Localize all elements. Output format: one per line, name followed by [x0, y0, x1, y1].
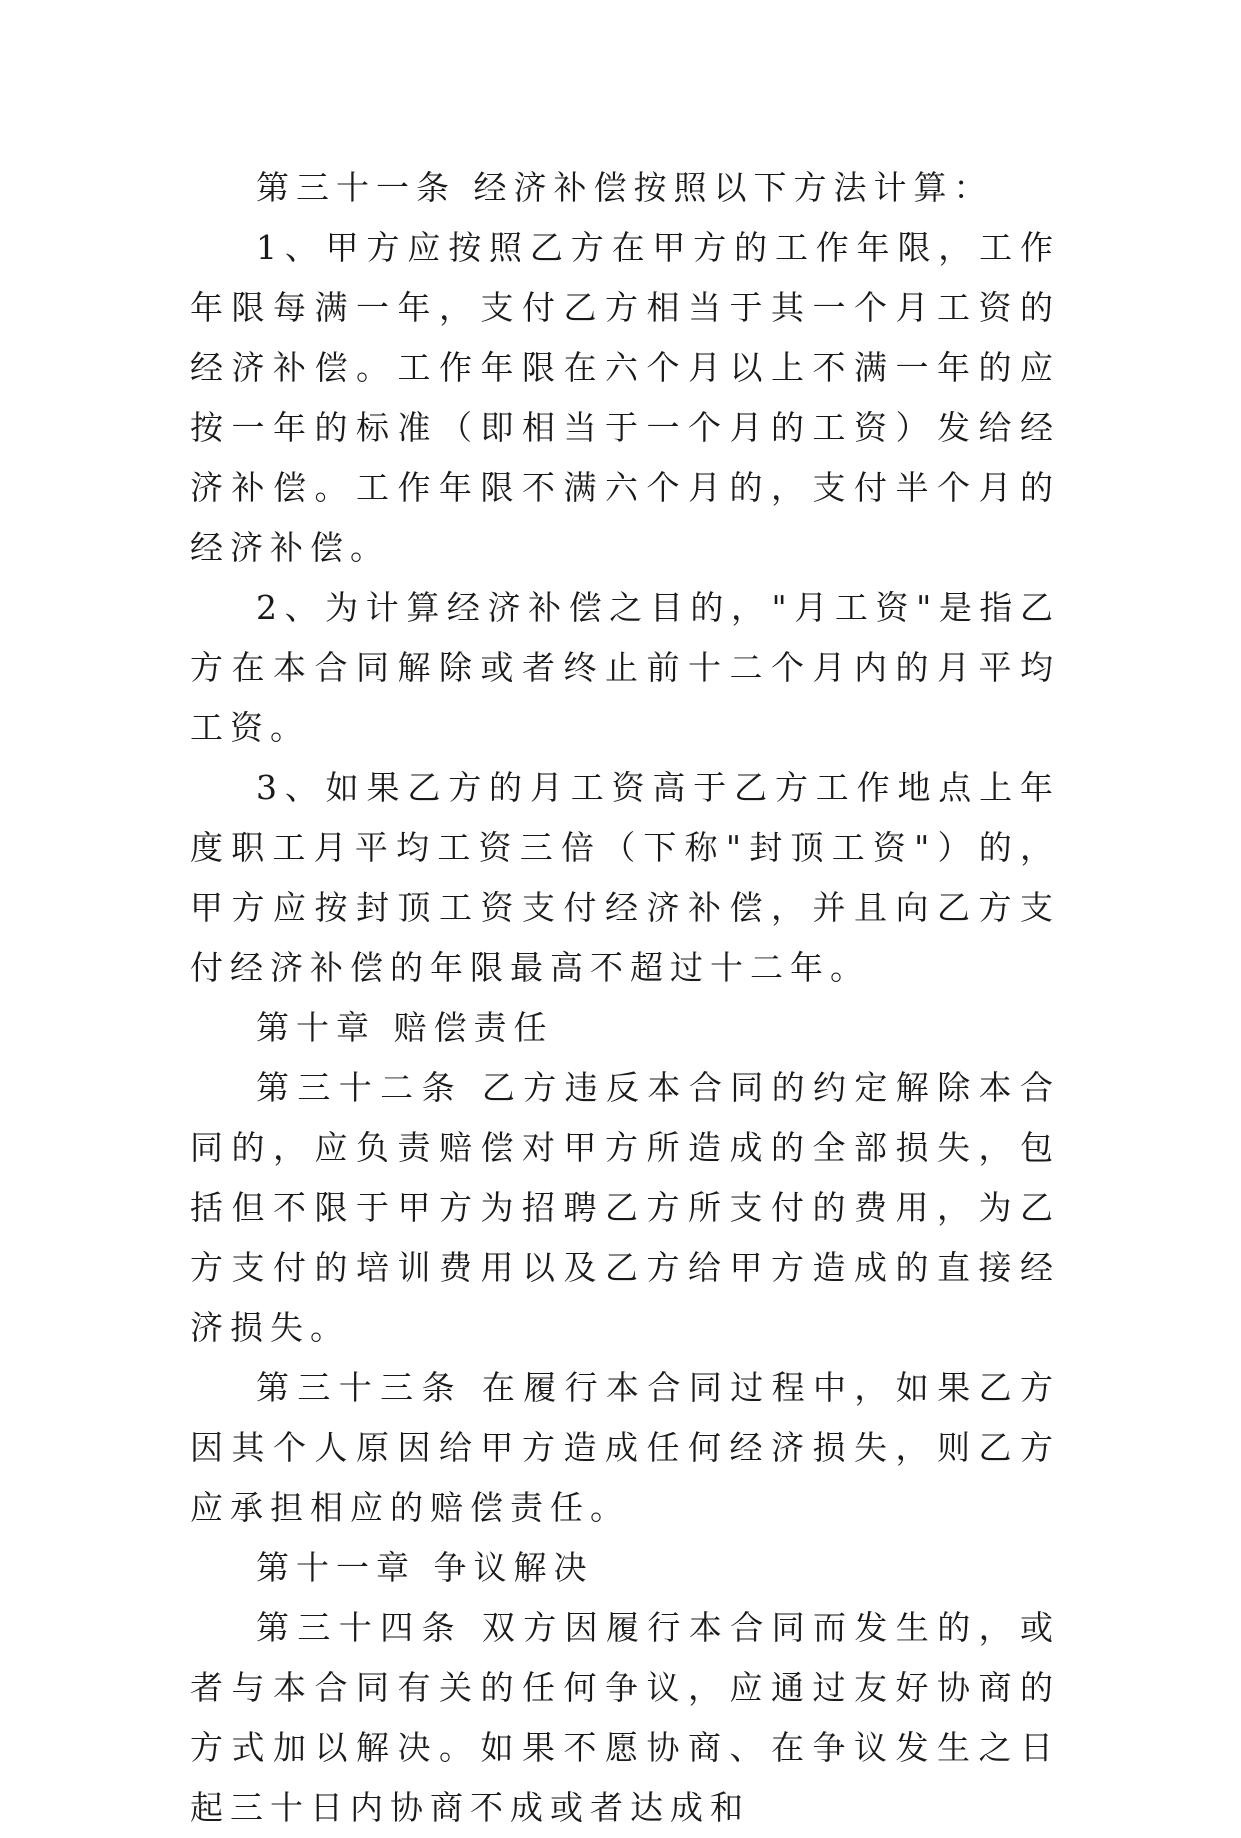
clause-31-heading: 第三十一条 经济补偿按照以下方法计算：: [256, 168, 994, 207]
clause-31-item-1: 1、甲方应按照乙方在甲方的工作年限，工作年限每满一年，支付乙方相当于其一个月工资的经济补偿。工作年限在六个月以上不满一年的应按一年的标准（即相当于一个月的工资）发给经济补偿。工作年限不满六个月的，支付半个月的经济补偿。: [190, 228, 1060, 567]
clause-33: 第三十三条 在履行本合同过程中，如果乙方因其个人原因给甲方造成任何经济损失，则乙方应承担相应的赔偿责任。: [190, 1368, 1060, 1527]
clause-31-item-3: 3、如果乙方的月工资高于乙方工作地点上年度职工月平均工资三倍（下称"封顶工资"）的，甲方应按封顶工资支付经济补偿，并且向乙方支付经济补偿的年限最高不超过十二年。: [190, 768, 1060, 987]
clause-31-item-2: 2、为计算经济补偿之目的，"月工资"是指乙方在本合同解除或者终止前十二个月内的月平均工资。: [190, 588, 1060, 747]
chapter-10-title: 第十章 赔偿责任: [256, 1008, 554, 1047]
clause-32: 第三十二条 乙方违反本合同的约定解除本合同的，应负责赔偿对甲方所造成的全部损失，包括但不限于甲方为招聘乙方所支付的费用，为乙方支付的培训费用以及乙方给甲方造成的直接经济损失。: [190, 1068, 1060, 1347]
clause-34: 第三十四条 双方因履行本合同而发生的，或者与本合同有关的任何争议，应通过友好协商的方式加以解决。如果不愿协商、在争议发生之日起三十日内协商不成或者达成和: [190, 1608, 1060, 1827]
chapter-11-title: 第十一章 争议解决: [256, 1548, 594, 1587]
document-body: [190, 158, 1060, 1838]
